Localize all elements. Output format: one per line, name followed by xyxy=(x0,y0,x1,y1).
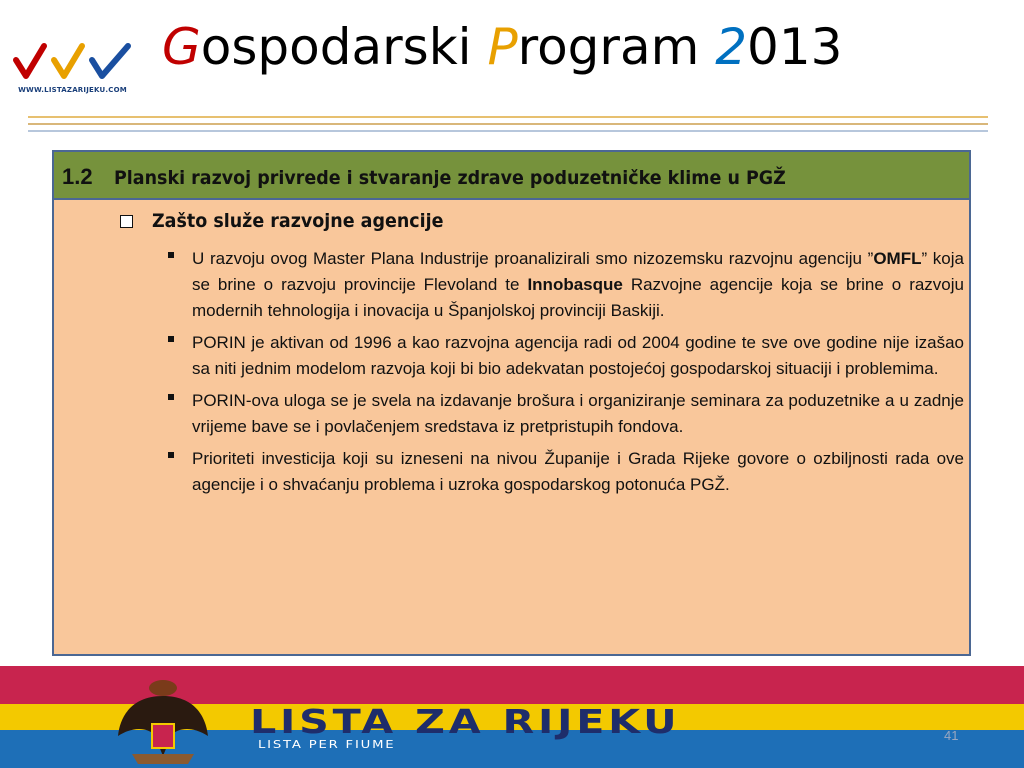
brand-name: LISTA ZA RIJEKU xyxy=(250,702,681,741)
title-rule xyxy=(28,123,988,125)
footer-banner xyxy=(0,666,1024,768)
square-bullet-icon xyxy=(168,252,174,258)
title-rule xyxy=(28,116,988,118)
square-bullet-icon xyxy=(168,452,174,458)
party-logo xyxy=(10,40,135,98)
page-title: Gospodarski Program 2013 xyxy=(162,18,843,76)
eagle-crest-icon xyxy=(112,676,214,766)
section-heading: Planski razvoj privrede i stvaranje zdrave poduzetničke klime u PGŽ xyxy=(114,167,786,189)
section-number: 1.2 xyxy=(62,164,93,189)
checkbox-bullet-icon xyxy=(120,215,133,228)
logo-url: WWW.LISTAZARIJEKU.COM xyxy=(18,86,127,94)
content-card xyxy=(52,150,971,656)
list-item xyxy=(192,446,964,498)
list-item xyxy=(192,388,964,440)
subheading: Zašto služe razvojne agencije xyxy=(152,210,444,232)
list-item xyxy=(192,330,964,382)
bullet-text: PORIN je aktivan od 1996 a kao razvojna agencija radi od 2004 godine te sve ove godine nije izašao sa niti jednim modelom razvoja koji bi bio adekvatan postojećoj gospodarskoj situaciji i problemima. xyxy=(192,333,964,378)
slide-number: 41 xyxy=(944,728,959,743)
title-rule xyxy=(28,130,988,132)
bullet-text: U razvoju ovog Master Plana Industrije proanalizirali smo nizozemsku razvojnu agenciju ”OMFL” koja se brine o razvoju provincije Flevoland te Innobasque Razvojne agencije koja se brine o razvoju modernih tehnologija i inovacija u Španjolskoj provinciji Baskiji. xyxy=(192,249,964,320)
square-bullet-icon xyxy=(168,336,174,342)
checkmarks-icon xyxy=(10,40,135,86)
bullet-text: PORIN-ova uloga se je svela na izdavanje brošura i organiziranje seminara za poduzetnike a u zadnje vrijeme bave se i povlačenjem sredstava iz pretpristupih fondova. xyxy=(192,391,964,436)
list-item xyxy=(192,246,964,324)
brand-subtitle: LISTA PER FIUME xyxy=(258,738,396,751)
bullet-text: Prioriteti investicija koji su izneseni na nivou Županije i Grada Rijeke govore o ozbiljnosti rada ove agencije i o shvaćanju problema i uzroka gospodarskog potonuća PGŽ. xyxy=(192,449,964,494)
bullet-list xyxy=(192,246,964,504)
section-header xyxy=(54,152,969,200)
square-bullet-icon xyxy=(168,394,174,400)
